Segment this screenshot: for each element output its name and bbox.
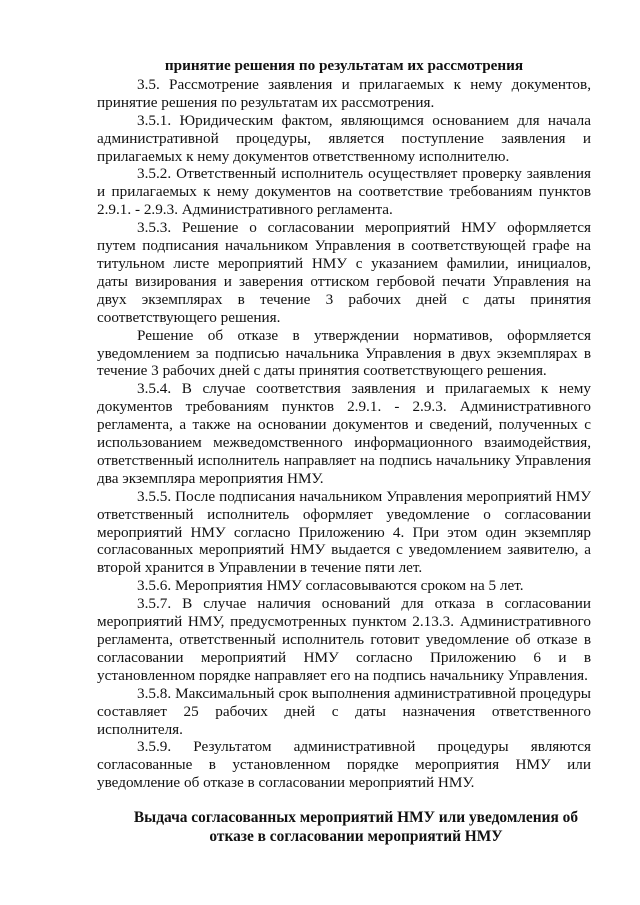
paragraph-3-5-7: 3.5.7. В случае наличия оснований для отказа в согласовании мероприятий НМУ, предусмотренных пунктом 2.13.3. Административного регламента, ответственный исполнитель готовит уведомление об отказе в согласовании мероприятий НМУ согласно Приложению 6 и в установленном порядке направляет его на подпись начальнику Управления.	[97, 595, 591, 684]
paragraph-3-5-5: 3.5.5. После подписания начальником Управления мероприятий НМУ ответственный исполнитель оформляет уведомление о согласовании мероприятий НМУ согласно Приложению 4. При этом один экземпляр согласованных мероприятий НМУ выдается с уведомлением заявителю, а второй хранится в Управлении в течение пяти лет.	[97, 487, 591, 577]
paragraph-3-5-2: 3.5.2. Ответственный исполнитель осуществляет проверку заявления и прилагаемых к нему документов на соответствие требованиям пунктов 2.9.1. - 2.9.3. Административного регламента.	[97, 165, 591, 219]
paragraph-3-5-1: 3.5.1. Юридическим фактом, являющимся основанием для начала административной процедуры, является поступление заявления и прилагаемых к нему документов ответственному исполнителю.	[97, 111, 591, 165]
paragraph-3-5: 3.5. Рассмотрение заявления и прилагаемых к нему документов, принятие решения по результатам их рассмотрения.	[97, 75, 591, 111]
paragraph-3-5-6: 3.5.6. Мероприятия НМУ согласовываются сроком на 5 лет.	[137, 577, 524, 595]
paragraph-3-5-9: 3.5.9. Результатом административной процедуры являются согласованные в установленном порядке мероприятия НМУ или уведомление об отказе в согласовании мероприятий НМУ.	[97, 738, 591, 792]
paragraph-3-5-8: 3.5.8. Максимальный срок выполнения административной процедуры составляет 25 рабочих дней с даты назначения ответственного исполнителя.	[97, 684, 591, 738]
paragraph-refusal-decision: Решение об отказе в утверждении нормативов, оформляется уведомлением за подписью начальника Управления в двух экземплярах в течение 3 рабочих дней с даты принятия соответствующего решения.	[97, 326, 591, 380]
paragraph-3-5-3: 3.5.3. Решение о согласовании мероприятий НМУ оформляется путем подписания начальником Управления в соответствующей графе на титульном листе мероприятий НМУ с указанием фамилии, инициалов, даты визирования и заверения оттиском гербовой печати Управления на двух экземплярах в течение 3 рабочих дней с даты принятия соответствующего решения.	[97, 219, 591, 326]
document-page	[97, 57, 591, 846]
section-heading-bottom: Выдача согласованных мероприятий НМУ или уведомления об отказе в согласовании мероприятий НМУ	[133, 809, 579, 846]
section-heading-top: принятие решения по результатам их рассмотрения	[164, 57, 524, 74]
paragraph-3-5-4: 3.5.4. В случае соответствия заявления и прилагаемых к нему документов требованиям пунктов 2.9.1. - 2.9.3. Административного регламента, а также на основании документов и сведений, полученных с использованием межведомственного информационного взаимодействия, ответственный исполнитель направляет на подпись начальнику Управления два экземпляра мероприятия НМУ.	[97, 380, 591, 487]
